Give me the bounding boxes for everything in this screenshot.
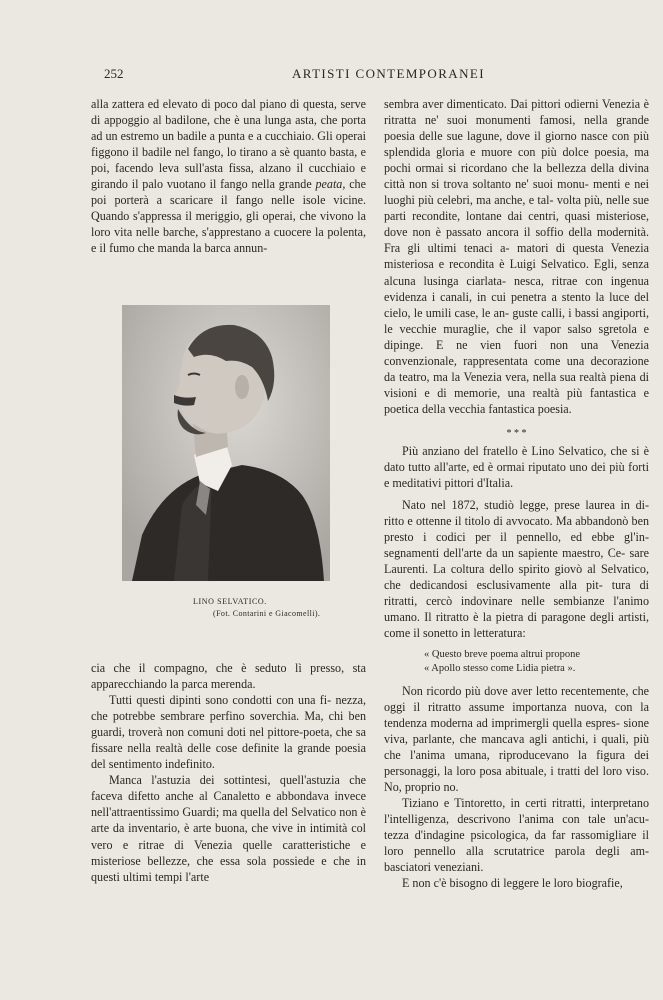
running-title: ARTISTI CONTEMPORANEI xyxy=(292,66,485,81)
text-line: il vapor salso sgretola e dipinge. E ne vien fuori xyxy=(384,321,649,352)
text-line: penetra a stento la luce del cielo, le umili case, le an- xyxy=(384,289,649,320)
text-line: la loro vita nelle barche, s'apprestano a cuocere xyxy=(91,209,366,240)
text-line: degli artisti, come il sonetto in letteratura: xyxy=(384,610,649,641)
text-line: Selvatico, che dedicandosi esclusivamente alla pit- xyxy=(384,562,649,593)
paragraph xyxy=(91,96,366,256)
text-line: matori di questa Venezia misteriosa e recondita è xyxy=(384,241,649,272)
text-line: guste calli, i bassi angiporti, le vecchie muraglie, che xyxy=(384,305,649,336)
text-line: Tutti questi dipinti sono condotti con una fi- xyxy=(109,693,332,708)
text-line: il loro pennello alla scrutatrice parola degli am- xyxy=(384,827,649,858)
paragraph xyxy=(384,96,649,417)
text-line: sola possiede e che in questi ultimi tempi l'arte xyxy=(91,853,367,884)
paragraph xyxy=(384,443,649,491)
text-line: l'animo umano. Il ritratto è la pietra di paragone xyxy=(384,594,650,625)
text-line: apparecchiando la parca merenda. xyxy=(91,677,256,692)
text-line: tura di ritratti, cercò indovinare nelle sembianze xyxy=(384,578,649,609)
text-line: più forti e meditativi pittori d'Italia. xyxy=(384,459,649,491)
text-line: nella sua realtà piena di visioni e di memorie, una xyxy=(384,369,649,400)
text-line: menti e nei luoghi più celebri, ma anche, e tal- xyxy=(384,177,649,208)
text-line: la tendenza moderna ad imprimergli quella espres- xyxy=(384,699,649,730)
text-line: segnamenti dell'arte da un sapiente maestro, Ce- xyxy=(384,546,626,561)
text-line: ritto e ottenne il titolo di avvocato. Ma abbandonò xyxy=(384,514,629,529)
text-line: Quando s'appressa il meriggio, gli operai, che vivono xyxy=(91,209,354,224)
text-line: basciatori veneziani. xyxy=(384,860,484,875)
text-line: figura dei personaggi, la loro posa abituale, i tratti xyxy=(384,747,649,778)
text-line: tezza d'indagine psicologica, da far rassomigliare xyxy=(384,827,637,842)
text-line: faceva difetto anche al Canaletto e abbondava xyxy=(91,789,329,804)
text-line: volta più, nelle sue parti recondite, lontane dai xyxy=(384,193,649,224)
text-line: serve di appoggio al badilone, che è una lunga xyxy=(91,97,366,128)
text-line: sione viva, parlante, che mancava agli antichi, i xyxy=(384,715,649,746)
text-line: e a cucchiaio. Gli operai figgono il badile nel xyxy=(91,129,367,160)
section-asterism: * * * xyxy=(506,427,527,439)
text-line: Non ricordo più dove aver letto recentemente, xyxy=(402,683,629,698)
paragraph xyxy=(91,772,366,884)
verse-quote xyxy=(424,648,649,677)
text-line: pittore-poeta, che sa fissare nella realtà delle cose xyxy=(91,725,366,756)
paragraph xyxy=(91,660,366,692)
quote-line: « Apollo stesso come Lidia pietra ». xyxy=(424,663,576,674)
text-line: nezza, che potrebbe sembrare perfino soverchia. Ma, xyxy=(91,693,366,724)
text-line: definite la grande poesia del sentimento indefinito. xyxy=(91,741,366,772)
text-line: Più anziano del fratello è Lino Selvatico, che si xyxy=(402,443,640,458)
text-line: ma pochi ormai si ricordano che la bellezza della xyxy=(384,145,649,176)
left-column-top xyxy=(91,96,366,256)
text-line: Tiziano e Tintoretto, in certi ritratti, interpretano xyxy=(402,795,649,810)
text-line: chi ben guardi, troverà non comuni doti nel xyxy=(91,709,366,740)
text-line: porterà a scaricare il fango nelle isole vicine. xyxy=(114,193,366,208)
italic-word: peata, xyxy=(315,177,346,192)
text-line: Nato nel 1872, studiò legge, prese laurea in di- xyxy=(402,498,649,513)
portrait-illustration xyxy=(122,305,330,581)
text-line: Manca l'astuzia dei sottintesi, quell'astuzia che xyxy=(109,773,366,788)
photo-caption-name: LINO SELVATICO. xyxy=(193,597,267,606)
text-line: l'intelligenza, descrivono l'anima con tale un'acu- xyxy=(384,811,649,826)
text-line: è ritratta ne' suoi monumenti famosi, nella grande xyxy=(384,97,649,128)
text-line: è dato tutto all'arte, ed è ormai riputato uno dei xyxy=(384,443,649,474)
paragraph xyxy=(384,875,649,891)
text-line: non una Venezia convenzionale, rappresentata come xyxy=(384,337,649,368)
text-line: che oggi il ritratto assume importanza nuova, con xyxy=(384,683,649,714)
text-line: fango, lo tirano a sè quanto basta, e poi, facendo xyxy=(91,145,366,176)
text-line: la polenta, e il fumo che manda la barca annun- xyxy=(91,225,366,256)
text-line: che poi xyxy=(91,177,366,208)
text-line: Luigi Selvatico. Egli, senza alcuna lusinga ciarlata- xyxy=(384,257,649,288)
text-line: realtà più fantastica e poetica della vecchia fantastica xyxy=(384,385,649,416)
text-line: Selvatico non è arte da inventario, è arte buona, xyxy=(91,805,367,836)
text-line: più splendida gloria e muore con più dolce poesia, xyxy=(384,129,649,160)
right-column xyxy=(384,96,649,891)
text-line: alla zattera ed elevato di poco dal piano di questa, xyxy=(91,97,337,111)
text-line: il soffio della modernità. Fra gli ultimi tenaci a- xyxy=(384,225,649,256)
text-line: quali, più che l'anima umana, riproducevano la xyxy=(384,731,649,762)
text-line: ben presto i codici per il pennello, ed ebbe gl'in- xyxy=(384,514,649,545)
paragraph xyxy=(384,795,649,875)
left-column-bottom xyxy=(91,660,366,885)
paragraph xyxy=(384,497,649,641)
text-line: sembra aver dimenticato. Dai pittori odierni Venezia xyxy=(384,97,641,111)
text-line: poesia delle sue lagune, dove il giorno nasce con xyxy=(384,129,630,144)
portrait-photo xyxy=(122,305,330,581)
paragraph xyxy=(91,692,366,772)
quote-line: « Questo breve poema altrui propone xyxy=(424,648,580,660)
text-line: quelle caratteristiche e misteriose bellezze, che essa xyxy=(91,837,367,868)
text-line: asta, che porta ad un estremo un badile a punta xyxy=(91,113,366,144)
text-line: E non c'è bisogno di leggere le loro biografie, xyxy=(402,876,623,891)
text-line: divina città non si trova soltanto ne' suoi monu- xyxy=(384,161,650,192)
photo-caption-credit: (Fot. Contarini e Giacomelli). xyxy=(213,609,321,618)
text-line: cia che il compagno, che è seduto lì presso, sta xyxy=(91,661,366,675)
text-line: invece nell'attraentissimo Guardi; ma quella del xyxy=(91,789,366,820)
text-line: del loro viso. No, proprio no. xyxy=(384,763,649,794)
text-line: poesia. xyxy=(537,401,572,416)
text-line: una decorazione da teatro, ma la Venezia vera, xyxy=(384,353,649,384)
text-line: che vive in intimità col vero e ritrae di Venezia xyxy=(91,821,366,852)
text-line: nesca, ritrae con ingenua evidenza i canali, in cui xyxy=(384,273,649,304)
text-line: palo vuotano il fango nella grande xyxy=(142,177,312,192)
text-line: centri, quasi misteriose, dove non è passato ancora xyxy=(384,209,649,240)
paragraph xyxy=(384,683,649,795)
text-line: leva sull'asta fissa, alzano il cucchiaio e girando il xyxy=(91,161,366,192)
text-line: sare Laurenti. La coltura dello spirito giovò al xyxy=(384,546,649,577)
page-number: 252 xyxy=(104,66,124,81)
